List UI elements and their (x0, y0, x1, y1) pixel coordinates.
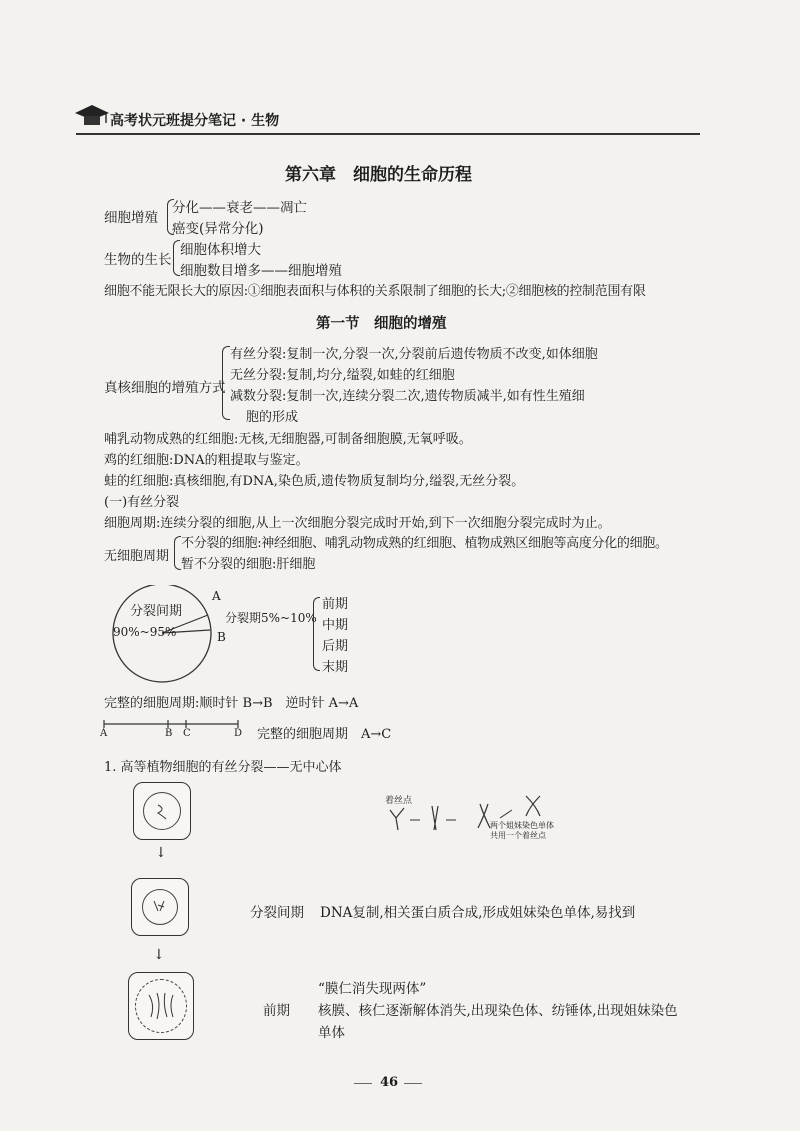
pie-interphase-pct: 90%~95% (113, 625, 177, 639)
phase-metaphase: 中期 (322, 618, 349, 633)
line-point-c: C (183, 728, 191, 739)
growth-label: 生物的生长 (104, 252, 172, 268)
section-title: 第一节 细胞的增殖 (316, 315, 447, 332)
chromatid-note-1: 两个姐妹染色单体 (490, 821, 554, 830)
methods-label: 真核细胞的增殖方式 (104, 380, 226, 396)
brace (174, 536, 181, 570)
proliferation-item-2: 癌变(异常分化) (172, 221, 264, 237)
arrow-down-icon: ↓ (155, 845, 167, 861)
complete-cycle-circle: 完整的细胞周期:顺时针 B→B 逆时针 A→A (104, 696, 359, 711)
growth-item-2: 细胞数目增多——细胞增殖 (180, 263, 342, 279)
prophase-quote: “膜仁消失现两体” (318, 981, 427, 997)
centromere-label: 着丝点 (385, 796, 413, 806)
cycle-line-diagram (100, 718, 250, 738)
footer-rule-right (404, 1083, 422, 1084)
brace (222, 346, 230, 420)
plant-mitosis-heading: 1. 高等植物细胞的有丝分裂——无中心体 (104, 760, 342, 775)
chapter-title: 第六章 细胞的生命历程 (285, 165, 472, 185)
prophase-label: 前期 (263, 1003, 290, 1019)
brace (313, 597, 320, 671)
line-point-d: D (234, 728, 243, 739)
no-cycle-item-1: 不分裂的细胞:神经细胞、哺乳动物成熟的红细胞、植物成熟区细胞等高度分化的细胞。 (181, 536, 668, 551)
no-cycle-label: 无细胞周期 (104, 549, 170, 564)
arrow-down-icon: ↓ (153, 947, 165, 963)
cycle-definition: 细胞周期:连续分裂的细胞,从上一次细胞分裂完成时开始,到下一次细胞分裂完成时为止。 (104, 516, 611, 531)
phase-prophase: 前期 (322, 597, 349, 612)
proliferation-label: 细胞增殖 (104, 210, 158, 226)
note-chicken-rbc: 鸡的红细胞:DNA的粗提取与鉴定。 (104, 453, 309, 468)
method-meiosis-cont: 胞的形成 (246, 410, 299, 425)
footer-rule-left (354, 1083, 372, 1084)
interphase-label: 分裂间期 (250, 905, 304, 921)
pie-point-b: B (217, 630, 226, 644)
interphase-desc: DNA复制,相关蛋白质合成,形成姐妹染色单体,易找到 (320, 905, 636, 921)
header-rule (76, 133, 700, 135)
page-number: 46 (380, 1075, 399, 1090)
header-title: 高考状元班提分笔记 · 生物 (110, 113, 280, 129)
pie-interphase-label: 分裂间期 (130, 604, 183, 619)
pie-mitosis-label: 分裂期5%~10% (225, 611, 317, 625)
note-mammal-rbc: 哺乳动物成熟的红细胞:无核,无细胞器,可制备细胞膜,无氧呼吸。 (104, 432, 472, 447)
prophase-desc-1: 核膜、核仁逐渐解体消失,出现染色体、纺锤体,出现姐妹染色 (318, 1003, 678, 1019)
cell-drawing-interphase-initial (133, 782, 191, 840)
prophase-desc-2: 单体 (318, 1025, 345, 1041)
complete-cycle-line: 完整的细胞周期 A→C (257, 727, 392, 742)
growth-item-1: 细胞体积增大 (180, 242, 261, 258)
subsection-title: (一)有丝分裂 (104, 495, 180, 510)
cell-drawing-interphase (131, 878, 189, 936)
method-mitosis: 有丝分裂:复制一次,分裂一次,分裂前后遗传物质不改变,如体细胞 (230, 347, 598, 362)
proliferation-item-1: 分化——衰老——凋亡 (172, 200, 307, 216)
line-point-b: B (165, 728, 173, 739)
graduation-cap-icon (74, 103, 110, 129)
brace (173, 240, 180, 276)
limit-text: 细胞不能无限长大的原因:①细胞表面积与体积的关系限制了细胞的长大;②细胞核的控制范围有限 (104, 284, 646, 299)
line-point-a: A (100, 728, 108, 739)
phase-telophase: 末期 (322, 660, 349, 675)
note-frog-rbc: 蛙的红细胞:真核细胞,有DNA,染色质,遗传物质复制均分,缢裂,无丝分裂。 (104, 474, 525, 489)
chromatid-note-2: 共用一个着丝点 (490, 831, 546, 840)
pie-point-a: A (212, 589, 221, 603)
method-meiosis: 减数分裂:复制一次,连续分裂二次,遗传物质减半,如有性生殖细 (230, 389, 585, 404)
phase-anaphase: 后期 (322, 639, 349, 654)
method-amitosis: 无丝分裂:复制,均分,缢裂,如蛙的红细胞 (230, 368, 455, 383)
no-cycle-item-2: 暂不分裂的细胞:肝细胞 (181, 557, 316, 572)
cell-drawing-prophase (128, 972, 194, 1040)
